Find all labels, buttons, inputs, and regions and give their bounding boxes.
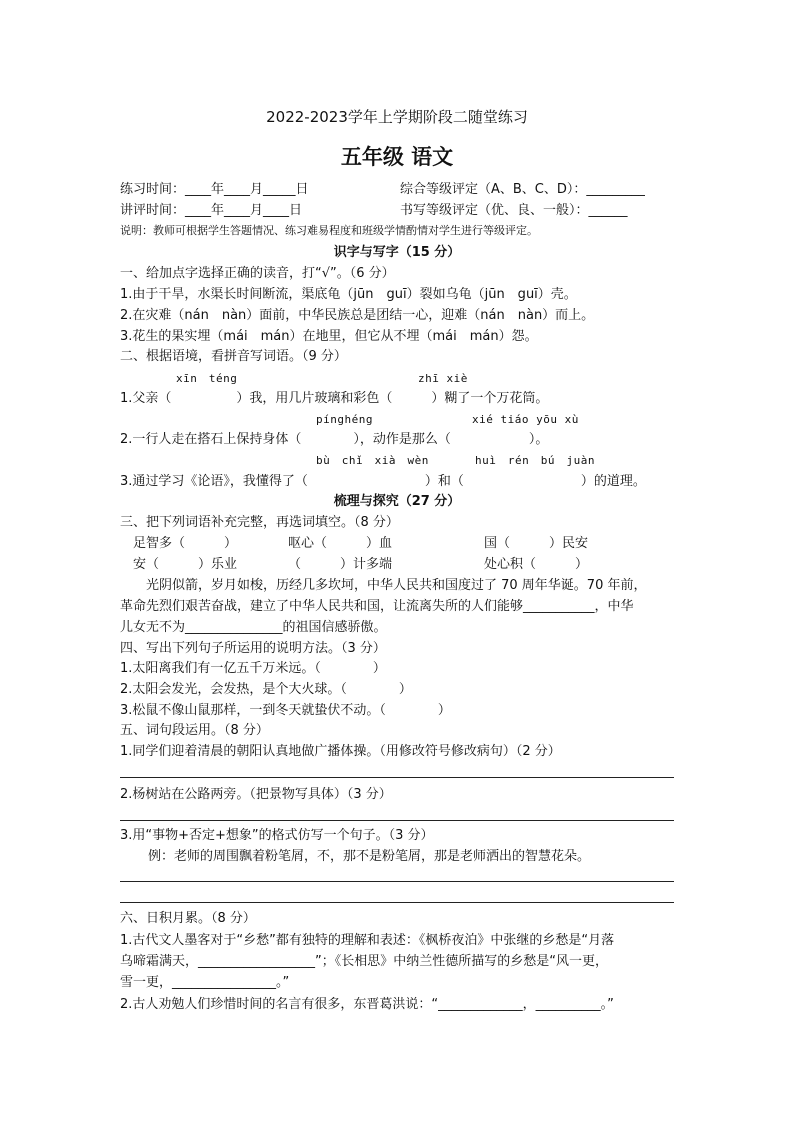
question-6-item-1-line-3: 雪一更，________________。” [120, 975, 290, 990]
fill-paragraph-line-2: 革命先烈们艰苦奋战，建立了中华人民共和国，让流离失所的人们能够___________，中华 [120, 599, 634, 614]
question-5-item-2: 2.杨树站在公路两旁。（把景物写具体）（3 分） [120, 787, 392, 802]
pinyin-3a: bù chǐ xià wèn [316, 454, 429, 467]
question-1-item-2: 2.在灾难（nán nàn）面前，中华民族总是团结一心，迎难（nán nàn）而上。 [120, 308, 595, 323]
question-6-item-1-line-1: 1.古代文人墨客对于“乡愁”都有独特的理解和表述：《枫桥夜泊》中张继的乡愁是“月落 [120, 933, 615, 948]
question-6-title: 六、日积月累。（8 分） [120, 911, 256, 926]
idiom-1: 足智多（ ） [133, 536, 238, 551]
question-4-item-2: 2.太阳会发光，会发热，是个大火球。（ ） [120, 682, 412, 697]
idiom-4: 安（ ）乐业 [133, 557, 238, 572]
fill-paragraph-line-3: 儿女无不为_______________的祖国信感骄傲。 [120, 620, 387, 635]
fill-paragraph-line-1: 光阴似箭，岁月如梭，历经几多坎坷，中华人民共和国度过了 70 周年华诞。70 年前， [146, 578, 647, 593]
question-2-title: 二、根据语境，看拼音写词语。（9 分） [120, 349, 347, 364]
question-1-title: 一、给加点字选择正确的读音，打“√”。（6 分） [120, 266, 395, 281]
grading-note: 说明：教师可根据学生答题情况、练习难易程度和班级学情酌情对学生进行等级评定。 [120, 224, 538, 237]
review-time: 讲评时间：____年____月____日 [120, 203, 303, 218]
idiom-2: 呕心（ ）血 [288, 536, 393, 551]
answer-line [120, 881, 674, 882]
writing-grade: 书写等级评定（优、良、一般）：______ [400, 203, 628, 218]
example-sentence: 例：老师的周围飘着粉笔屑，不，那不是粉笔屑，那是老师洒出的智慧花朵。 [148, 849, 591, 864]
question-2-item-3: 3.通过学习《论语》，我懂得了（ ）和（ ）的道理。 [120, 474, 646, 489]
question-4-item-3: 3.松鼠不像山鼠那样，一到冬天就蛰伏不动。（ ） [120, 703, 451, 718]
section-heading-review: 梳理与探究（27 分） [333, 494, 461, 509]
page-title: 2022-2023学年上学期阶段二随堂练习 [266, 108, 528, 126]
question-6-item-2: 2.古人劝勉人们珍惜时间的名言有很多，东晋葛洪说：“_____________，__________。” [120, 997, 614, 1012]
idiom-3: 国（ ）民安 [484, 536, 589, 551]
answer-line [120, 820, 674, 821]
idiom-5: （ ）计多端 [288, 557, 393, 572]
question-2-item-2: 2.一行人走在搭石上保持身体（ ），动作是那么（ ）。 [120, 432, 549, 447]
question-4-title: 四、写出下列句子所运用的说明方法。（3 分） [120, 641, 386, 656]
page-subtitle: 五年级 语文 [340, 145, 454, 169]
section-heading-literacy: 识字与写字（15 分） [333, 245, 461, 260]
pinyin-2b: xié tiáo yōu xù [472, 413, 579, 426]
question-5-item-3: 3.用“事物+否定+想象”的格式仿写一个句子。（3 分） [120, 828, 434, 843]
pinyin-1a: xīn téng [176, 372, 238, 385]
question-2-item-1: 1.父亲（ ）我，用几片玻璃和彩色（ ）糊了一个万花筒。 [120, 391, 549, 406]
idiom-6: 处心积（ ） [484, 557, 589, 572]
answer-line [120, 902, 674, 903]
question-5-item-1: 1.同学们迎着清晨的朝阳认真地做广播体操。（用修改符号修改病句）（2 分） [120, 744, 561, 759]
question-1-item-1: 1.由于干旱，水渠长时间断流，渠底龟（jūn guī）裂如乌龟（jūn guī）壳。 [120, 287, 577, 302]
pinyin-1b: zhī xiè [418, 372, 468, 385]
practice-time: 练习时间：____年____月_____日 [120, 182, 309, 197]
question-6-item-1-line-2: 乌啼霜满天，__________________”；《长相思》中纳兰性德所描写的乡愁是“风一更， [120, 954, 608, 969]
answer-line [120, 777, 674, 778]
question-3-title: 三、把下列词语补充完整，再选词填空。（8 分） [120, 515, 399, 530]
pinyin-2a: pínghéng [316, 413, 373, 426]
overall-grade: 综合等级评定（A、B、C、D）：_________ [400, 182, 645, 197]
pinyin-3b: huì rén bú juàn [475, 454, 595, 467]
question-4-item-1: 1.太阳离我们有一亿五千万米远。（ ） [120, 661, 386, 676]
question-5-title: 五、词句段运用。（8 分） [120, 723, 269, 738]
question-1-item-3: 3.花生的果实埋（mái mán）在地里，但它从不埋（mái mán）怨。 [120, 329, 538, 344]
